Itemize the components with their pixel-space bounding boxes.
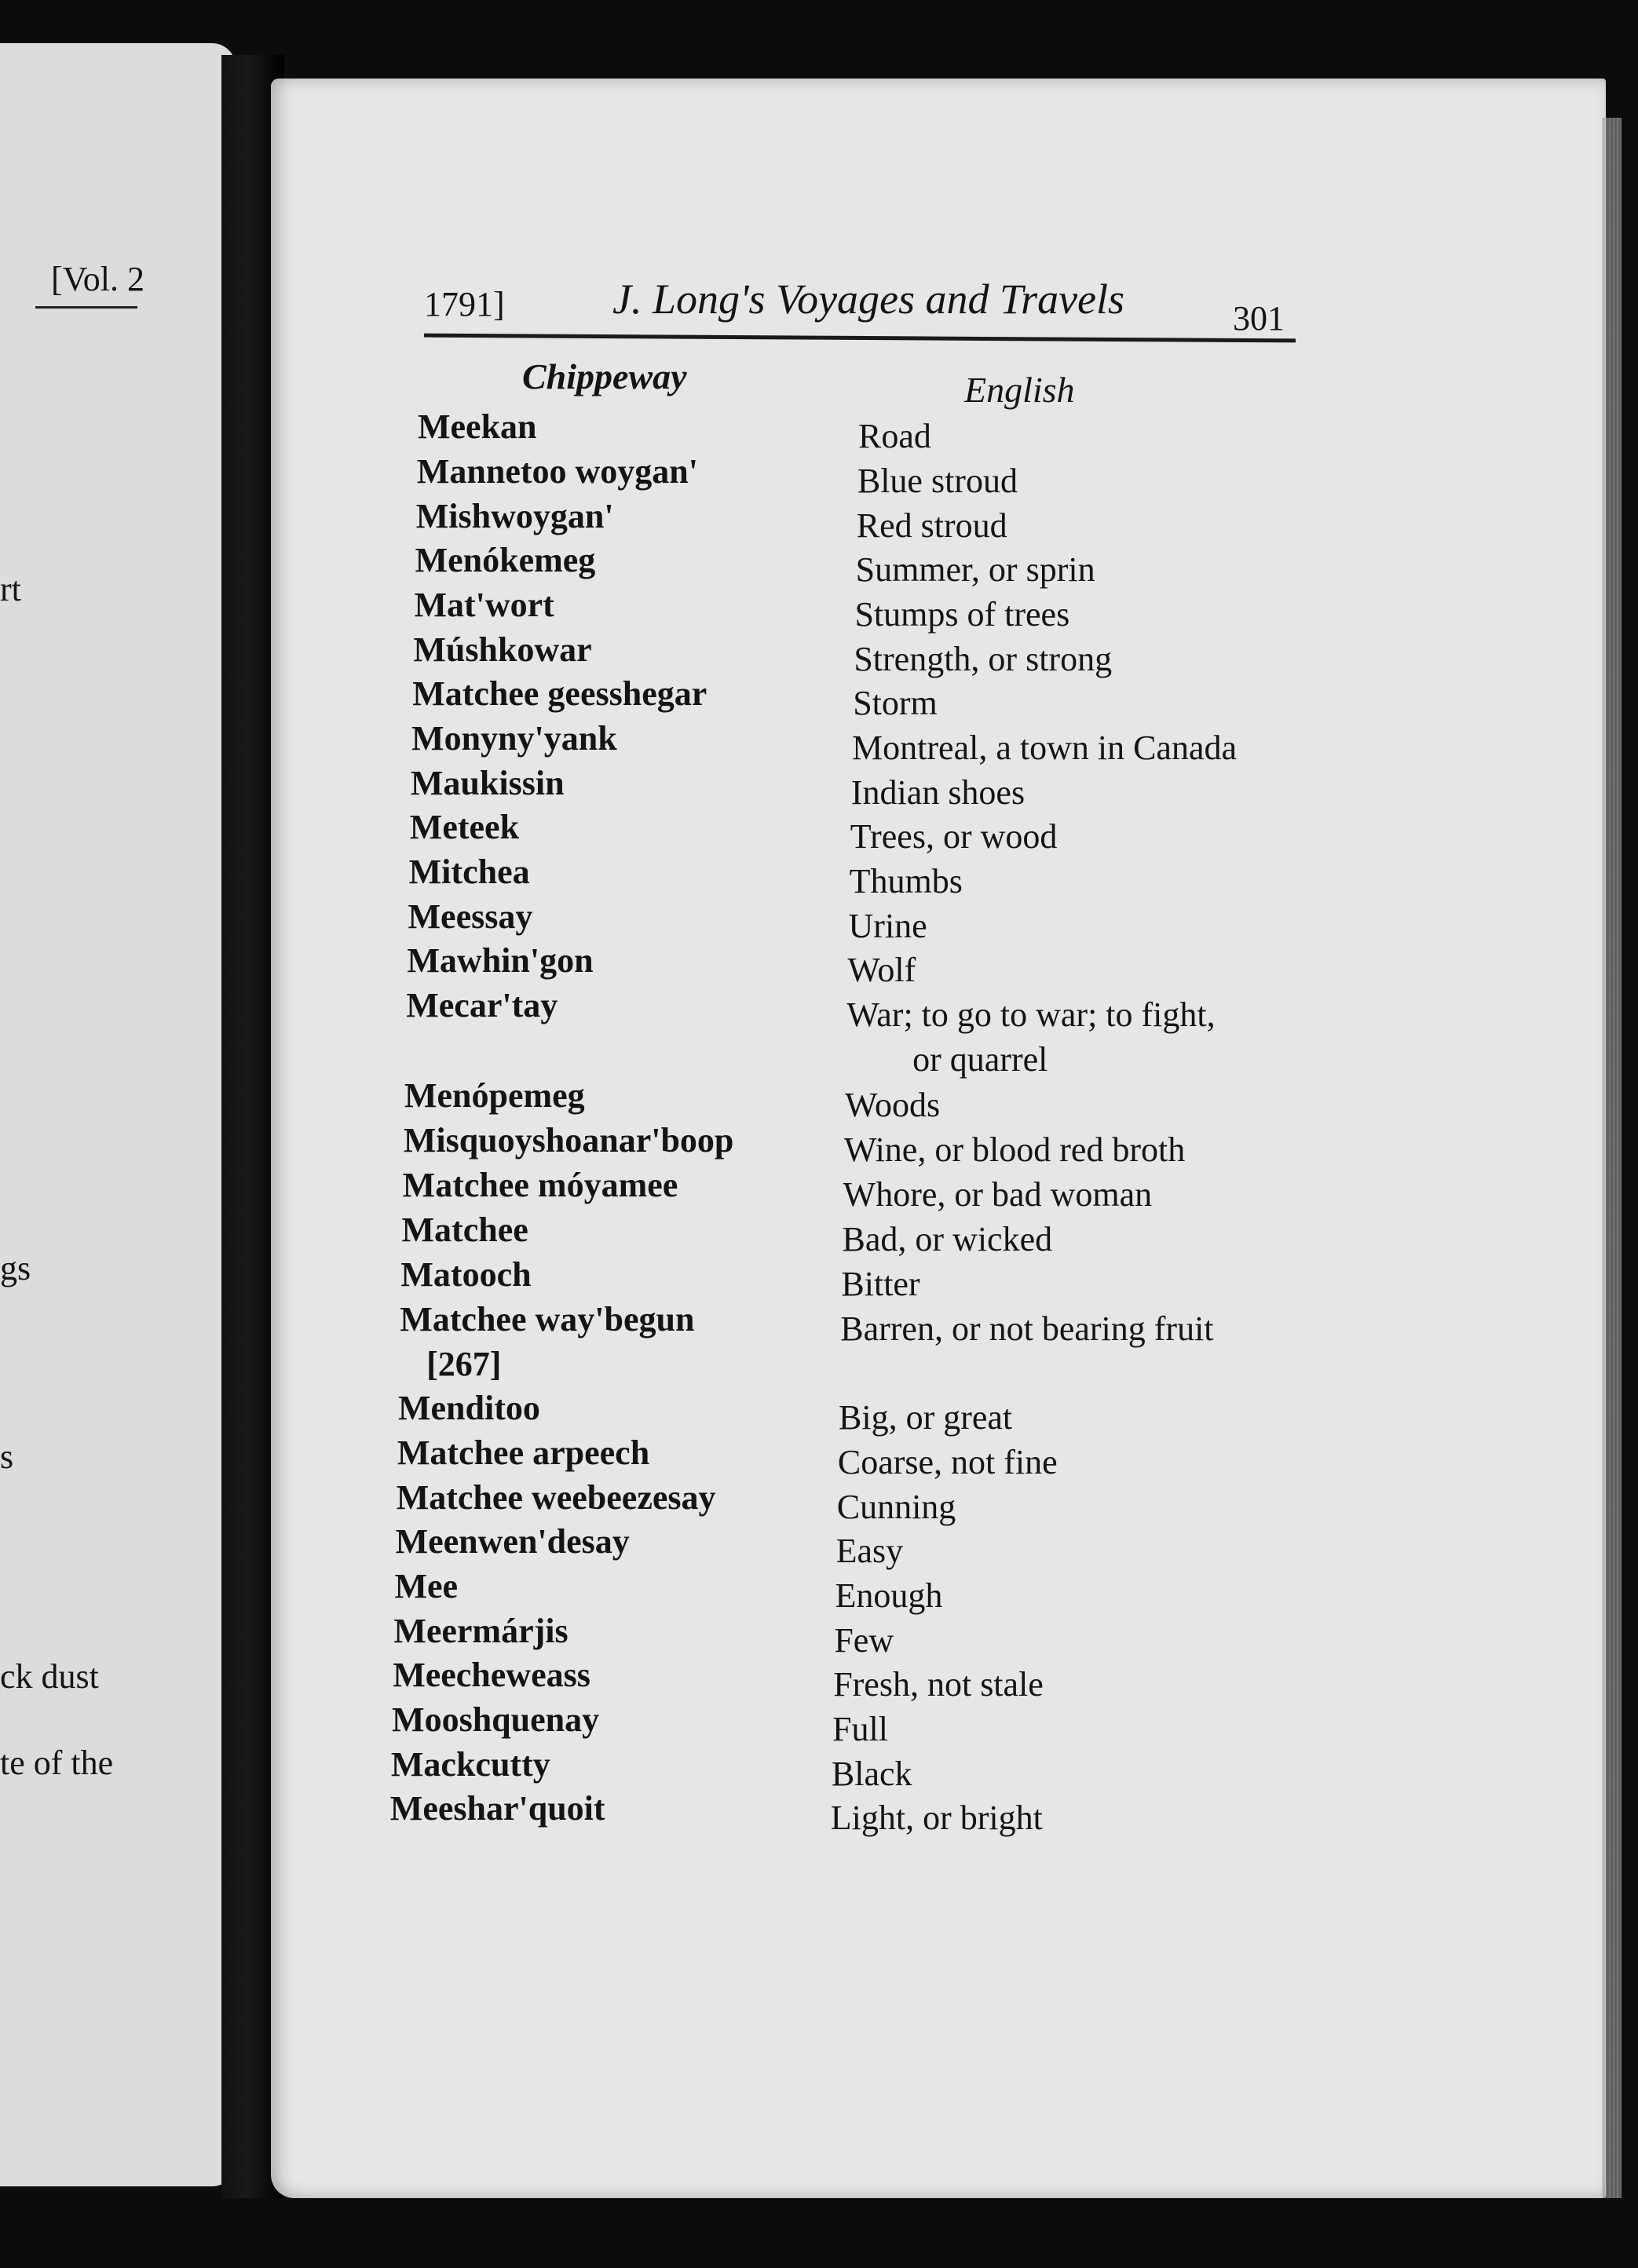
english-translation: Trees, or wood: [850, 817, 1058, 856]
chippeway-word: Menditoo: [398, 1389, 540, 1427]
chippeway-word: Matchee móyamee: [402, 1166, 678, 1204]
chippeway-word: Monyny'yank: [411, 719, 617, 758]
english-translation: Cunning: [836, 1488, 956, 1526]
page-title: J. Long's Voyages and Travels: [612, 276, 1125, 323]
chippeway-word: Matooch: [400, 1255, 532, 1294]
english-translation: Montreal, a town in Canada: [852, 729, 1238, 767]
english-translation: Road: [858, 417, 931, 455]
chippeway-word: Meermárjis: [393, 1612, 569, 1650]
english-translation: Wine, or blood red broth: [843, 1130, 1186, 1169]
left-fragment: te of the: [0, 1744, 114, 1782]
english-translation: Storm: [853, 684, 938, 722]
english-translation: Wolf: [847, 951, 916, 989]
chippeway-word: Mitchea: [408, 853, 530, 891]
chippeway-word: Misquoyshoanar'boop: [403, 1121, 734, 1160]
page-number: 301: [1233, 299, 1285, 338]
left-page: [0, 43, 236, 2186]
chippeway-word: Menókemeg: [415, 541, 596, 579]
english-translation: Indian shoes: [850, 773, 1026, 812]
chippeway-word: Meekan: [418, 407, 537, 446]
chippeway-word: [267]: [426, 1345, 502, 1383]
chippeway-word: Meecheweass: [393, 1656, 590, 1694]
chippeway-word: Mooshquenay: [392, 1700, 600, 1739]
english-translation: Bitter: [841, 1265, 920, 1303]
english-translation: Whore, or bad woman: [843, 1175, 1153, 1214]
english-translation: Enough: [835, 1576, 943, 1615]
chippeway-word: Múshkowar: [413, 630, 592, 669]
chippeway-word: Meteek: [409, 808, 520, 846]
english-translation: Strength, or strong: [854, 640, 1113, 678]
left-fragment: rt: [0, 570, 21, 608]
english-translation: Barren, or not bearing fruit: [840, 1309, 1214, 1348]
chippeway-word: Mecar'tay: [406, 986, 558, 1024]
chippeway-column-header: Chippeway: [522, 356, 687, 396]
english-translation: Stumps of trees: [854, 595, 1070, 634]
english-translation: Woods: [844, 1086, 941, 1124]
english-translation: or quarrel: [912, 1040, 1048, 1079]
chippeway-word: Mawhin'gon: [407, 941, 594, 980]
left-fragment: ck dust: [0, 1657, 99, 1696]
chippeway-word: Matchee geesshegar: [412, 674, 707, 713]
english-translation: Easy: [835, 1532, 904, 1570]
running-head: [424, 275, 1296, 338]
english-translation: Light, or bright: [830, 1799, 1043, 1837]
english-translation: Full: [832, 1710, 888, 1748]
chippeway-word: Matchee way'begun: [400, 1300, 695, 1339]
chippeway-word: Meeshar'quoit: [389, 1789, 605, 1828]
left-fragment: gs: [0, 1249, 31, 1287]
chippeway-word: Mee: [394, 1567, 459, 1605]
english-translation: Coarse, not fine: [837, 1443, 1058, 1481]
left-fragment: s: [0, 1437, 14, 1476]
english-translation: Red stroud: [856, 506, 1007, 545]
chippeway-word: Matchee weebeezesay: [396, 1478, 716, 1517]
english-translation: Thumbs: [849, 862, 963, 900]
left-page-header: [Vol. 2: [51, 260, 144, 298]
chippeway-word: Meenwen'desay: [395, 1522, 630, 1561]
chippeway-word: Maukissin: [410, 764, 565, 802]
year: 1791]: [424, 285, 505, 323]
english-translation: Black: [831, 1755, 912, 1793]
english-translation: Urine: [848, 907, 927, 945]
chippeway-word: Matchee arpeech: [397, 1433, 650, 1472]
chippeway-word: Mannetoo woygan': [416, 452, 698, 491]
left-page-rule: [35, 306, 137, 309]
english-translation: Summer, or sprin: [855, 550, 1095, 589]
english-translation: Few: [834, 1621, 894, 1660]
chippeway-word: Mishwoygan': [415, 497, 614, 535]
chippeway-word: Mat'wort: [414, 586, 554, 624]
english-translation: Blue stroud: [857, 462, 1018, 500]
chippeway-word: Menópemeg: [404, 1076, 585, 1115]
page-edge: [1602, 118, 1622, 2198]
english-translation: War; to go to war; to fight,: [846, 995, 1216, 1034]
english-column-header: English: [964, 370, 1075, 410]
chippeway-word: Mackcutty: [390, 1745, 550, 1784]
english-translation: Bad, or wicked: [842, 1220, 1053, 1258]
chippeway-word: Meessay: [408, 897, 533, 936]
english-translation: Big, or great: [839, 1398, 1013, 1437]
chippeway-word: Matchee: [401, 1211, 528, 1249]
english-translation: Fresh, not stale: [833, 1665, 1044, 1704]
